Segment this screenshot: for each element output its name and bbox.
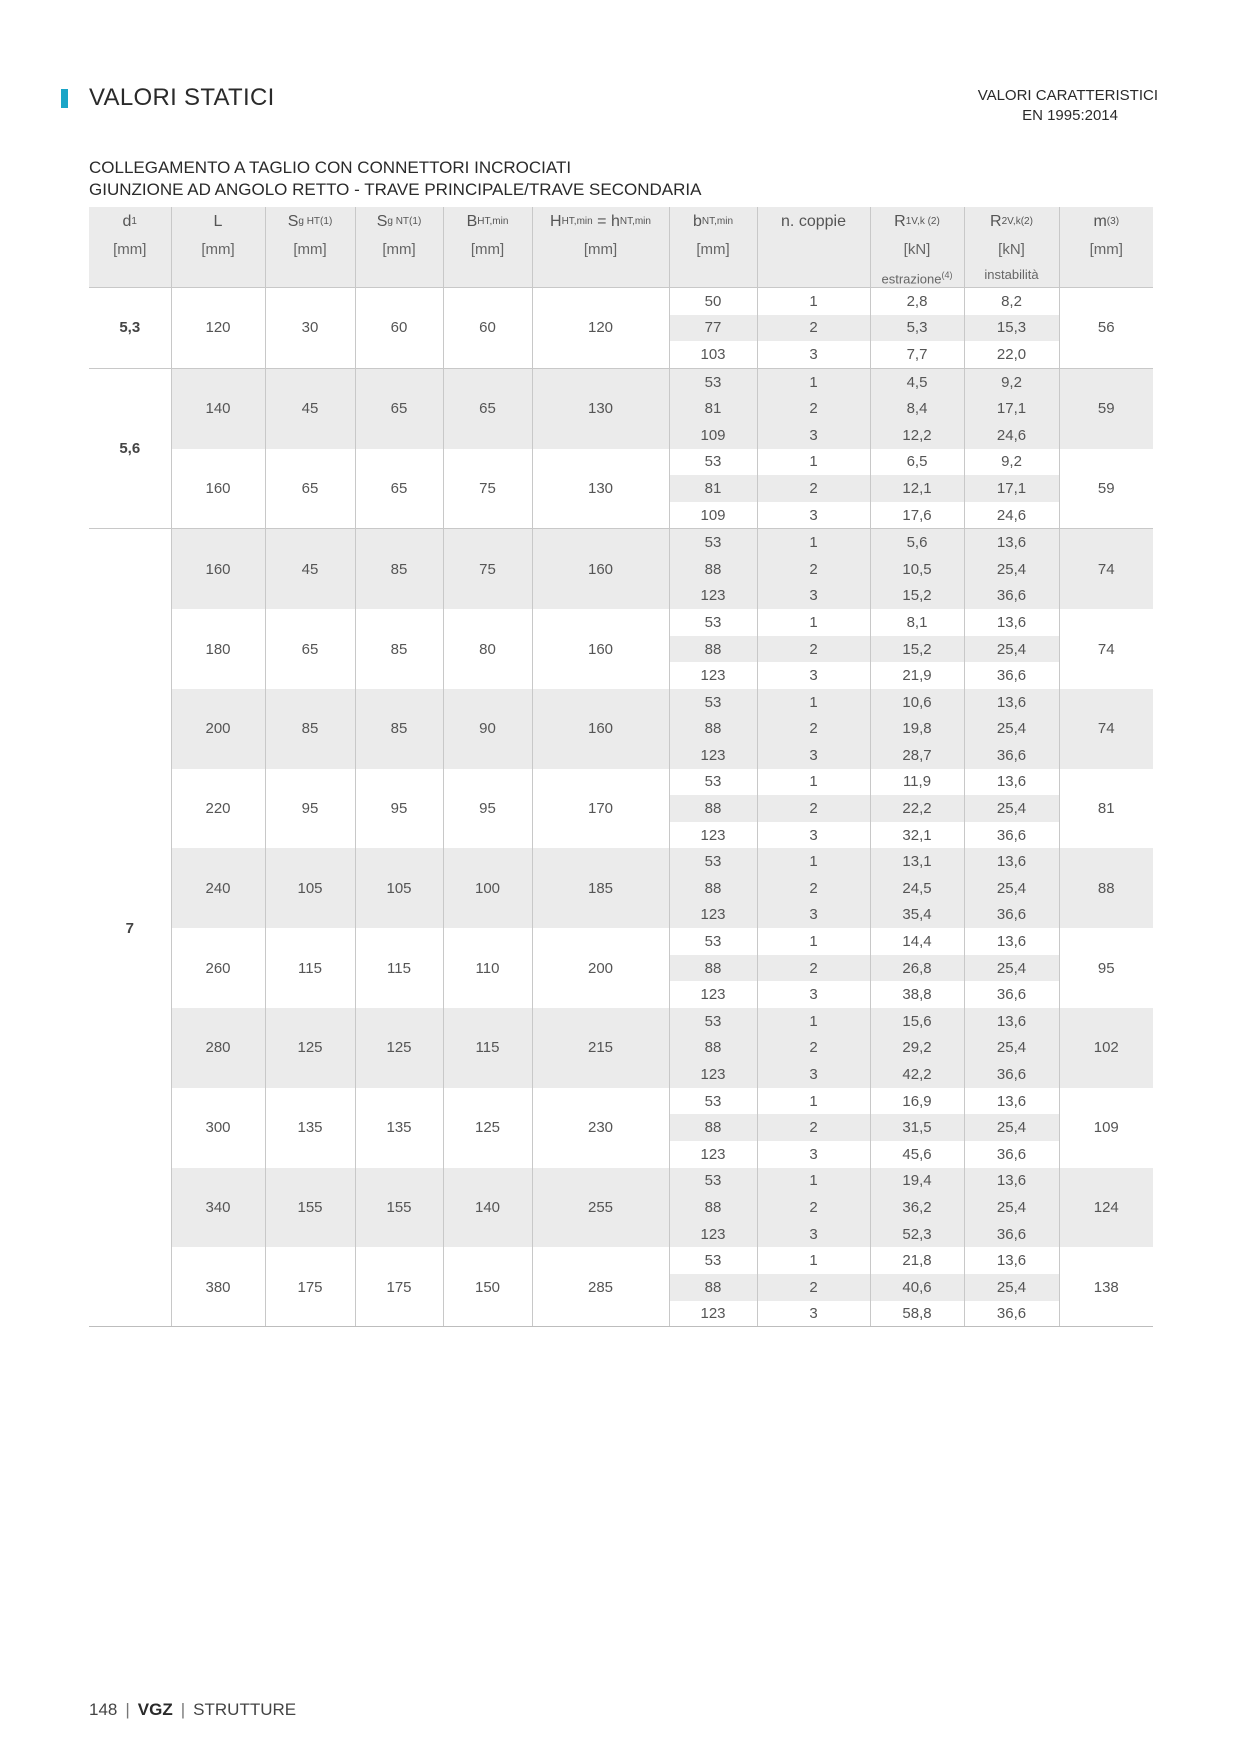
cell-sg-ht: 125 [265,1008,355,1088]
cell-r1vk: 4,5 [870,368,964,395]
cell-r2vk: 24,6 [964,502,1059,529]
cell-r1vk: 5,3 [870,315,964,342]
cell-n-coppie: 2 [757,955,870,982]
cell-m: 59 [1059,368,1153,448]
cell-n-coppie: 1 [757,1088,870,1115]
cell-r2vk: 13,6 [964,928,1059,955]
cell-h-ht-min: 185 [532,848,669,928]
cell-sg-ht: 95 [265,769,355,849]
cell-sg-nt: 85 [355,689,443,769]
table-row [89,609,1153,636]
page-title: VALORI STATICI [89,84,275,111]
cell-b-ht-min: 65 [443,368,532,448]
cell-r1vk: 2,8 [870,288,964,315]
cell-l: 160 [171,529,265,609]
cell-h-ht-min: 160 [532,609,669,689]
cell-b-nt-min: 53 [669,529,757,556]
cell-l: 200 [171,689,265,769]
cell-r1vk: 21,9 [870,662,964,689]
cell-sg-ht: 175 [265,1247,355,1327]
cell-b-nt-min: 53 [669,1088,757,1115]
cell-l: 300 [171,1088,265,1168]
col-r1vk: R 1V,k (2) [kN] estrazione$^{(4)}$ [870,207,964,288]
d-group [89,529,1153,1327]
cell-m: 74 [1097,640,1115,658]
cell-b-nt-min: 88 [669,1194,757,1221]
cell-r1vk: 24,5 [870,875,964,902]
cell-sg-ht: 85 [265,689,355,769]
cell-l: 280 [171,1008,265,1088]
cell-h-ht-min: 120 [532,288,669,369]
cell-n-coppie: 1 [757,928,870,955]
cell-b-nt-min: 88 [669,955,757,982]
cell-r2vk: 15,3 [964,315,1059,342]
cell-b-nt-min: 88 [669,636,757,663]
col-m: m (3) [mm] [1059,207,1153,288]
col-b-nt-min: b NT,min [mm] [669,207,757,288]
cell-r1vk: 19,8 [870,716,964,743]
cell-b-nt-min: 123 [669,981,757,1008]
cell-sg-ht: 65 [265,609,355,689]
cell-r1vk: 15,6 [870,1008,964,1035]
cell-n-coppie: 2 [757,395,870,422]
cell-r1vk: 12,2 [870,422,964,449]
cell-r2vk: 25,4 [964,955,1059,982]
cell-n-coppie: 1 [757,529,870,556]
table-row [89,529,1153,556]
cell-n-coppie: 3 [757,422,870,449]
cell-sg-nt: 135 [355,1088,443,1168]
cell-b-nt-min: 123 [669,1301,757,1328]
cell-b-ht-min: 80 [443,609,532,689]
cell-r1vk: 40,6 [870,1274,964,1301]
standard-note-line2: EN 1995:2014 [1022,107,1118,124]
cell-r1vk: 12,1 [870,475,964,502]
cell-n-coppie: 3 [757,902,870,929]
cell-r2vk: 36,6 [964,662,1059,689]
cell-r1vk: 38,8 [870,981,964,1008]
cell-sg-nt: 175 [355,1247,443,1327]
cell-b-ht-min: 75 [443,449,532,529]
cell-r1vk: 15,2 [870,636,964,663]
cell-r2vk: 25,4 [964,636,1059,663]
cell-m: 88 [1059,848,1153,928]
cell-m: 74 [1059,529,1153,609]
cell-r2vk: 25,4 [964,716,1059,743]
cell-l: 260 [171,928,265,1008]
cell-n-coppie: 2 [757,716,870,743]
cell-sg-nt: 60 [355,288,443,369]
cell-b-nt-min: 88 [669,556,757,583]
cell-b-nt-min: 123 [669,742,757,769]
cell-m: 59 [1097,479,1115,497]
cell-b-nt-min: 53 [669,928,757,955]
cell-b-nt-min: 53 [669,449,757,476]
cell-r2vk: 36,6 [964,902,1059,929]
cell-m: 124 [1059,1168,1153,1248]
cell-r1vk: 6,5 [870,449,964,476]
cell-n-coppie: 1 [757,1008,870,1035]
cell-n-coppie: 2 [757,556,870,583]
table-caption [89,157,701,201]
cell-d1: 5,3 [89,288,171,369]
cell-n-coppie: 1 [757,449,870,476]
d-group [89,288,1153,369]
cell-b-nt-min: 53 [669,1008,757,1035]
cell-r1vk: 8,4 [870,395,964,422]
cell-r1vk: 7,7 [870,341,964,368]
cell-m: 109 [1093,1119,1119,1137]
cell-n-coppie: 3 [757,502,870,529]
table-row [89,1247,1153,1274]
cell-r2vk: 36,6 [964,1061,1059,1088]
cell-b-nt-min: 53 [669,1168,757,1195]
cell-h-ht-min: 130 [532,368,669,448]
col-b-ht-min: B HT,min [mm] [443,207,532,288]
cell-n-coppie: 2 [757,1194,870,1221]
cell-sg-nt: 95 [355,769,443,849]
cell-r2vk: 25,4 [964,1035,1059,1062]
cell-r2vk: 25,4 [964,1114,1059,1141]
table-caption-line2: GIUNZIONE AD ANGOLO RETTO - TRAVE PRINCIPALE/TRAVE SECONDARIA [89,180,702,199]
cell-sg-nt: 85 [355,609,443,689]
product-name: VGZ [137,1700,173,1719]
cell-r1vk: 35,4 [870,902,964,929]
cell-l: 340 [171,1168,265,1248]
cell-n-coppie: 1 [757,1168,870,1195]
cell-sg-ht: 30 [265,288,355,369]
cell-n-coppie: 1 [757,769,870,796]
cell-b-nt-min: 53 [669,1247,757,1274]
cell-r2vk: 36,6 [964,1301,1059,1328]
cell-b-nt-min: 123 [669,1221,757,1248]
cell-n-coppie: 1 [757,689,870,716]
cell-b-nt-min: 88 [669,1114,757,1141]
cell-r1vk: 10,5 [870,556,964,583]
cell-b-ht-min: 75 [443,529,532,609]
col-n-coppie: n. coppie [757,207,870,288]
cell-b-nt-min: 88 [669,716,757,743]
cell-r2vk: 36,6 [964,822,1059,849]
cell-b-ht-min: 115 [443,1008,532,1088]
section-accent-bar [61,89,68,108]
cell-r1vk: 11,9 [870,769,964,796]
cell-h-ht-min: 160 [532,529,669,609]
cell-r2vk: 25,4 [964,556,1059,583]
table-row [89,1088,1153,1115]
cell-b-nt-min: 123 [669,583,757,610]
cell-b-nt-min: 53 [669,769,757,796]
cell-n-coppie: 2 [757,636,870,663]
cell-b-nt-min: 53 [669,368,757,395]
cell-r2vk: 9,2 [964,368,1059,395]
standard-note-line1: VALORI CARATTERISTICI [977,87,1158,104]
cell-h-ht-min: 230 [532,1088,669,1168]
cell-n-coppie: 2 [757,1035,870,1062]
cell-r2vk: 13,6 [964,1008,1059,1035]
page-footer: 148 | VGZ | STRUTTURE [89,1700,297,1719]
cell-r2vk: 36,6 [964,981,1059,1008]
cell-d1: 5,6 [89,368,171,529]
cell-m: 102 [1059,1008,1153,1088]
cell-n-coppie: 3 [757,662,870,689]
cell-m: 95 [1097,959,1115,977]
cell-r2vk: 25,4 [964,875,1059,902]
cell-h-ht-min: 285 [532,1247,669,1327]
cell-b-ht-min: 125 [443,1088,532,1168]
cell-n-coppie: 3 [757,822,870,849]
cell-sg-nt: 65 [355,449,443,529]
cell-sg-nt: 105 [355,848,443,928]
cell-r2vk: 13,6 [964,689,1059,716]
cell-sg-ht: 45 [265,529,355,609]
cell-r1vk: 5,6 [870,529,964,556]
cell-r2vk: 25,4 [964,1274,1059,1301]
cell-r2vk: 17,1 [964,475,1059,502]
cell-r2vk: 36,6 [964,583,1059,610]
cell-h-ht-min: 200 [532,928,669,1008]
cell-sg-nt: 115 [355,928,443,1008]
col-h-ht-min: H HT,min = h NT,min [mm] [532,207,669,288]
table-row [89,288,1153,315]
table-row [89,848,1153,875]
cell-sg-nt: 155 [355,1168,443,1248]
cell-b-nt-min: 53 [669,689,757,716]
cell-r1vk: 52,3 [870,1221,964,1248]
cell-m: 138 [1093,1278,1119,1296]
cell-sg-ht: 105 [265,848,355,928]
cell-n-coppie: 3 [757,1061,870,1088]
cell-l: 380 [171,1247,265,1327]
cell-r2vk: 22,0 [964,341,1059,368]
col-l: L [mm] [171,207,265,288]
cell-r2vk: 9,2 [964,449,1059,476]
cell-r1vk: 29,2 [870,1035,964,1062]
cell-h-ht-min: 130 [532,449,669,529]
cell-n-coppie: 3 [757,981,870,1008]
cell-b-nt-min: 123 [669,1061,757,1088]
cell-r2vk: 36,6 [964,1141,1059,1168]
cell-r2vk: 24,6 [964,422,1059,449]
cell-b-nt-min: 77 [669,315,757,342]
cell-r2vk: 13,6 [964,1247,1059,1274]
cell-b-nt-min: 53 [669,848,757,875]
cell-b-ht-min: 95 [443,769,532,849]
cell-sg-ht: 65 [265,449,355,529]
cell-n-coppie: 3 [757,1141,870,1168]
table-caption-line1: COLLEGAMENTO A TAGLIO CON CONNETTORI INCROCIATI [89,158,572,177]
cell-m: 81 [1097,800,1115,818]
cell-r1vk: 58,8 [870,1301,964,1328]
cell-l: 160 [171,449,265,529]
table-row [89,1008,1153,1035]
cell-n-coppie: 1 [757,848,870,875]
cell-sg-ht: 115 [265,928,355,1008]
cell-l: 140 [171,368,265,448]
table-header-row [89,207,1153,288]
cell-n-coppie: 2 [757,475,870,502]
cell-n-coppie: 1 [757,288,870,315]
cell-n-coppie: 1 [757,609,870,636]
cell-r1vk: 16,9 [870,1088,964,1115]
cell-b-ht-min: 60 [443,288,532,369]
cell-b-ht-min: 140 [443,1168,532,1248]
cell-r2vk: 13,6 [964,1168,1059,1195]
cell-h-ht-min: 215 [532,1008,669,1088]
cell-n-coppie: 3 [757,742,870,769]
cell-n-coppie: 1 [757,368,870,395]
section-name: STRUTTURE [193,1700,297,1719]
cell-b-ht-min: 90 [443,689,532,769]
cell-r1vk: 36,2 [870,1194,964,1221]
cell-b-nt-min: 123 [669,1141,757,1168]
cell-r2vk: 8,2 [964,288,1059,315]
cell-r2vk: 13,6 [964,529,1059,556]
cell-b-nt-min: 123 [669,902,757,929]
cell-b-ht-min: 100 [443,848,532,928]
cell-r1vk: 32,1 [870,822,964,849]
cell-sg-ht: 135 [265,1088,355,1168]
table-row [89,769,1153,796]
cell-n-coppie: 3 [757,1301,870,1328]
cell-n-coppie: 2 [757,875,870,902]
table-row [89,928,1153,955]
cell-r2vk: 13,6 [964,769,1059,796]
cell-b-nt-min: 103 [669,341,757,368]
cell-n-coppie: 3 [757,341,870,368]
cell-r2vk: 36,6 [964,1221,1059,1248]
table-row [89,689,1153,716]
cell-h-ht-min: 160 [532,689,669,769]
cell-r1vk: 22,2 [870,795,964,822]
standard-note [978,86,1158,126]
cell-b-nt-min: 53 [669,609,757,636]
cell-d1: 7 [89,529,171,1327]
cell-r1vk: 8,1 [870,609,964,636]
cell-h-ht-min: 170 [532,769,669,849]
cell-b-nt-min: 88 [669,795,757,822]
col-r2vk: R 2V,k (2) [kN] instabilità [964,207,1059,288]
cell-l: 180 [171,609,265,689]
d-group [89,368,1153,529]
cell-m: 56 [1059,288,1153,369]
cell-b-nt-min: 88 [669,1035,757,1062]
table-row [89,449,1153,476]
cell-n-coppie: 1 [757,1247,870,1274]
cell-n-coppie: 3 [757,1221,870,1248]
cell-r1vk: 45,6 [870,1141,964,1168]
cell-r1vk: 15,2 [870,583,964,610]
cell-r1vk: 13,1 [870,848,964,875]
page-number: 148 [89,1700,118,1719]
cell-r1vk: 28,7 [870,742,964,769]
static-values-table [89,207,1153,1327]
cell-b-nt-min: 50 [669,288,757,315]
cell-sg-nt: 65 [355,368,443,448]
cell-b-nt-min: 123 [669,662,757,689]
cell-r1vk: 42,2 [870,1061,964,1088]
cell-r1vk: 10,6 [870,689,964,716]
cell-h-ht-min: 255 [532,1168,669,1248]
cell-b-nt-min: 88 [669,875,757,902]
cell-n-coppie: 2 [757,315,870,342]
cell-sg-ht: 155 [265,1168,355,1248]
cell-n-coppie: 3 [757,583,870,610]
cell-b-nt-min: 109 [669,422,757,449]
cell-b-ht-min: 150 [443,1247,532,1327]
table-bottom-rule [89,1326,1153,1327]
cell-l: 120 [171,288,265,369]
cell-sg-ht: 45 [265,368,355,448]
cell-r2vk: 36,6 [964,742,1059,769]
col-sg-ht: S g HT (1) [mm] [265,207,355,288]
cell-b-nt-min: 88 [669,1274,757,1301]
cell-r2vk: 25,4 [964,795,1059,822]
cell-b-nt-min: 81 [669,395,757,422]
cell-b-ht-min: 110 [443,928,532,1008]
cell-b-nt-min: 109 [669,502,757,529]
table-row [89,1168,1153,1195]
cell-sg-nt: 85 [355,529,443,609]
cell-b-nt-min: 123 [669,822,757,849]
cell-b-nt-min: 81 [669,475,757,502]
cell-l: 220 [171,769,265,849]
cell-r1vk: 17,6 [870,502,964,529]
cell-r1vk: 31,5 [870,1114,964,1141]
cell-r1vk: 21,8 [870,1247,964,1274]
col-sg-nt: S g NT (1) [mm] [355,207,443,288]
cell-r1vk: 19,4 [870,1168,964,1195]
cell-n-coppie: 2 [757,1114,870,1141]
cell-r2vk: 17,1 [964,395,1059,422]
cell-r2vk: 25,4 [964,1194,1059,1221]
cell-r2vk: 13,6 [964,848,1059,875]
table-row [89,368,1153,395]
cell-r1vk: 26,8 [870,955,964,982]
cell-n-coppie: 2 [757,795,870,822]
cell-r2vk: 13,6 [964,1088,1059,1115]
cell-m: 74 [1059,689,1153,769]
cell-sg-nt: 125 [355,1008,443,1088]
col-d1: d 1 [mm] [89,207,171,288]
cell-r2vk: 13,6 [964,609,1059,636]
cell-l: 240 [171,848,265,928]
cell-n-coppie: 2 [757,1274,870,1301]
cell-r1vk: 14,4 [870,928,964,955]
